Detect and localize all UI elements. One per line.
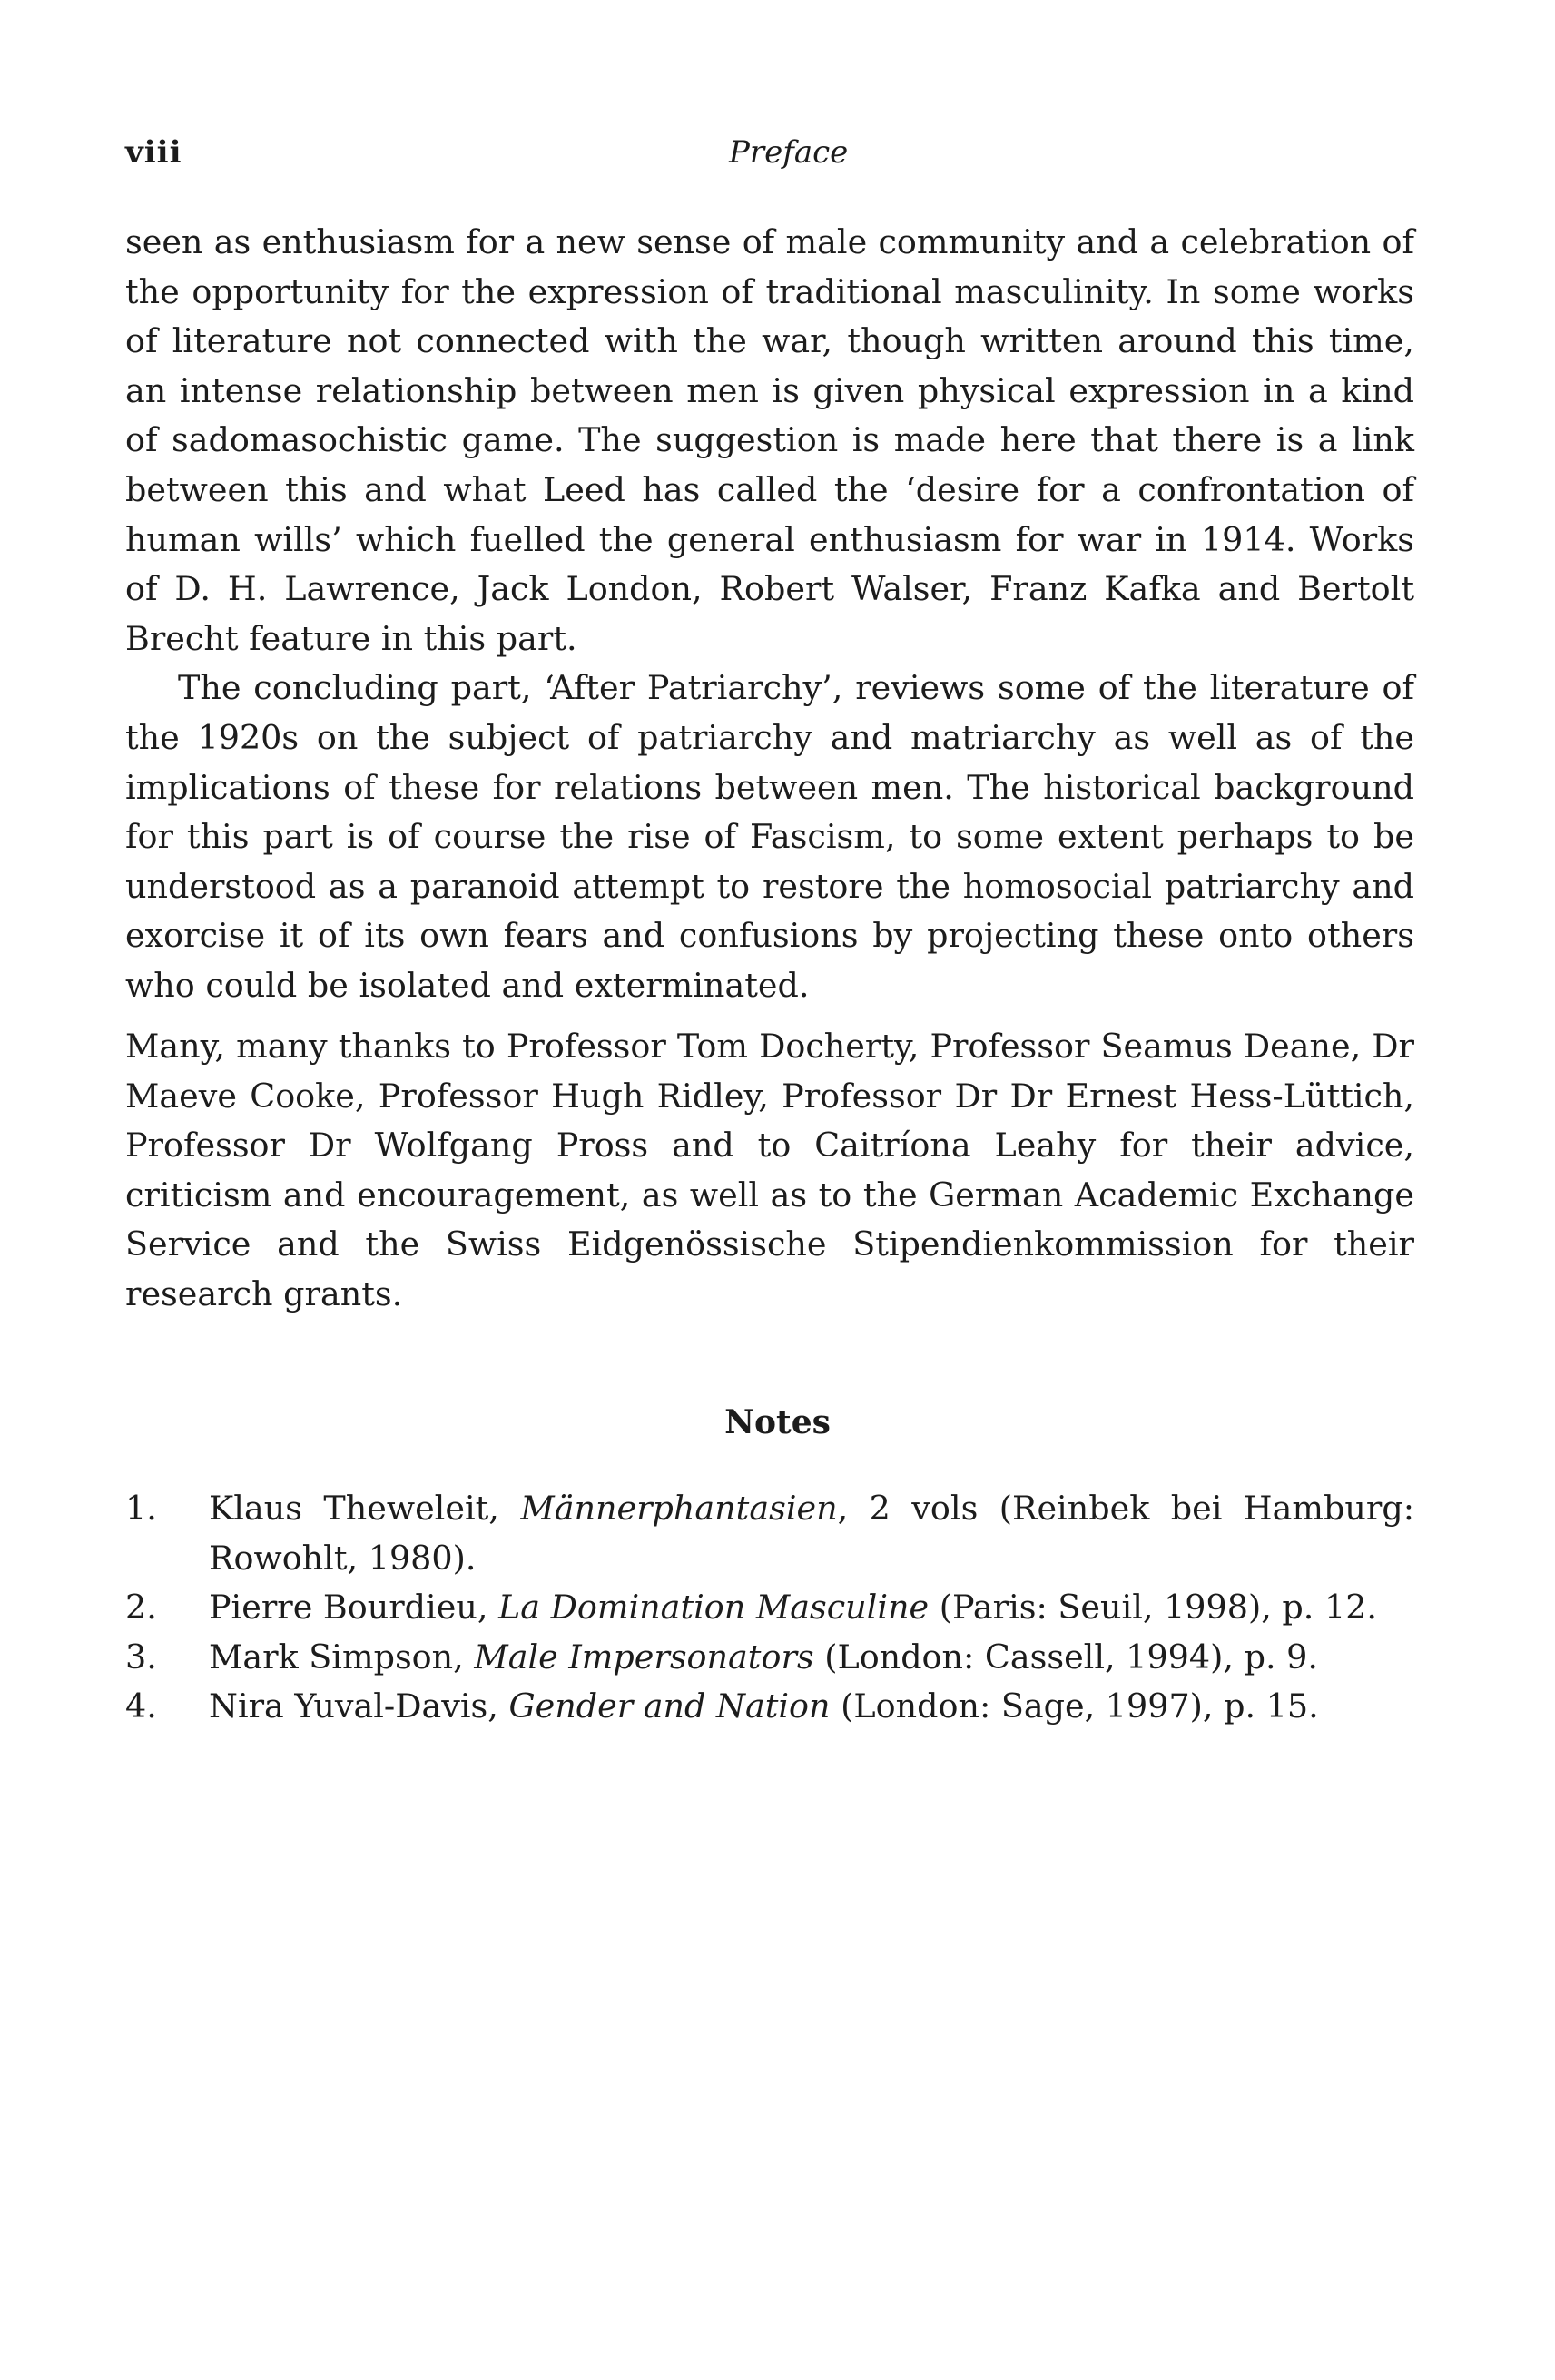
note-number: 2. <box>125 1588 157 1628</box>
note-author: Mark Simpson, <box>209 1637 475 1677</box>
paragraph: The concluding part, ‘After Patriarchy’, reviews some of the literature of the 1920s on the subject of patriarchy and matriarchy as well as of the implications of these for relations between men. The historical background for this part is of course the rise of Fascism, to some extent perhaps to be understood as a paranoid attempt to restore the homosocial patriarchy and exorcise it of its own fears and confusions by projecting these onto others who could be isolated and exterminated. <box>125 668 1414 1005</box>
acknowledgements-paragraph: Many, many thanks to Professor Tom Docherty, Professor Seamus Deane, Dr Maeve Cooke, Professor Hugh Ridley, Professor Dr Dr Ernest Hess-Lüttich, Professor Dr Wolfgang Pross and to Caitríona Leahy for their advice, criticism and encouragement, as well as to the German Academic Exchange Service and the Swiss Eidgenössische Stipendienkommission for their research grants. <box>125 1027 1414 1313</box>
body-text <box>125 218 1414 1011</box>
notes-list <box>125 1484 1414 1732</box>
note-details: , 2 vols (Reinbek bei Hamburg: Rowohlt, 1980). <box>209 1489 1414 1578</box>
note-author: Pierre Bourdieu, <box>209 1588 499 1628</box>
note-author: Nira Yuval-Davis, <box>209 1687 509 1726</box>
note-number: 1. <box>125 1489 157 1528</box>
note-title: Männerphantasien <box>520 1489 838 1528</box>
note-number: 3. <box>125 1637 157 1677</box>
note-number: 4. <box>125 1687 157 1726</box>
note-title: La Domination Masculine <box>498 1588 930 1628</box>
notes-heading: Notes <box>724 1403 831 1441</box>
running-head <box>125 134 1414 180</box>
note-item <box>125 1484 1414 1583</box>
running-title: Preface <box>729 134 849 171</box>
page-number: viii <box>125 134 182 171</box>
note-title: Gender and Nation <box>508 1687 831 1726</box>
note-item <box>125 1633 1414 1683</box>
note-item <box>125 1682 1414 1732</box>
note-author: Klaus Theweleit, <box>209 1489 521 1528</box>
note-details: (London: Cassell, 1994), p. 9. <box>813 1637 1318 1677</box>
paragraph: seen as enthusiasm for a new sense of male community and a celebration of the opportunity for the expression of traditional masculinity. In some works of literature not connected with the war, though written around this time, an intense relationship between men is given physical expression in a kind of sadomasochistic game. The suggestion is made here that there is a link between this and what Leed has called the ‘desire for a confrontation of human wills’ which fuelled the general enthusiasm for war in 1914. Works of D. H. Lawrence, Jack London, Robert Walser, Franz Kafka and Bertolt Brecht feature in this part. <box>125 222 1414 658</box>
note-item <box>125 1583 1414 1633</box>
note-title: Male Impersonators <box>474 1637 814 1677</box>
note-details: (Paris: Seuil, 1998), p. 12. <box>929 1588 1378 1628</box>
note-details: (London: Sage, 1997), p. 15. <box>830 1687 1319 1726</box>
